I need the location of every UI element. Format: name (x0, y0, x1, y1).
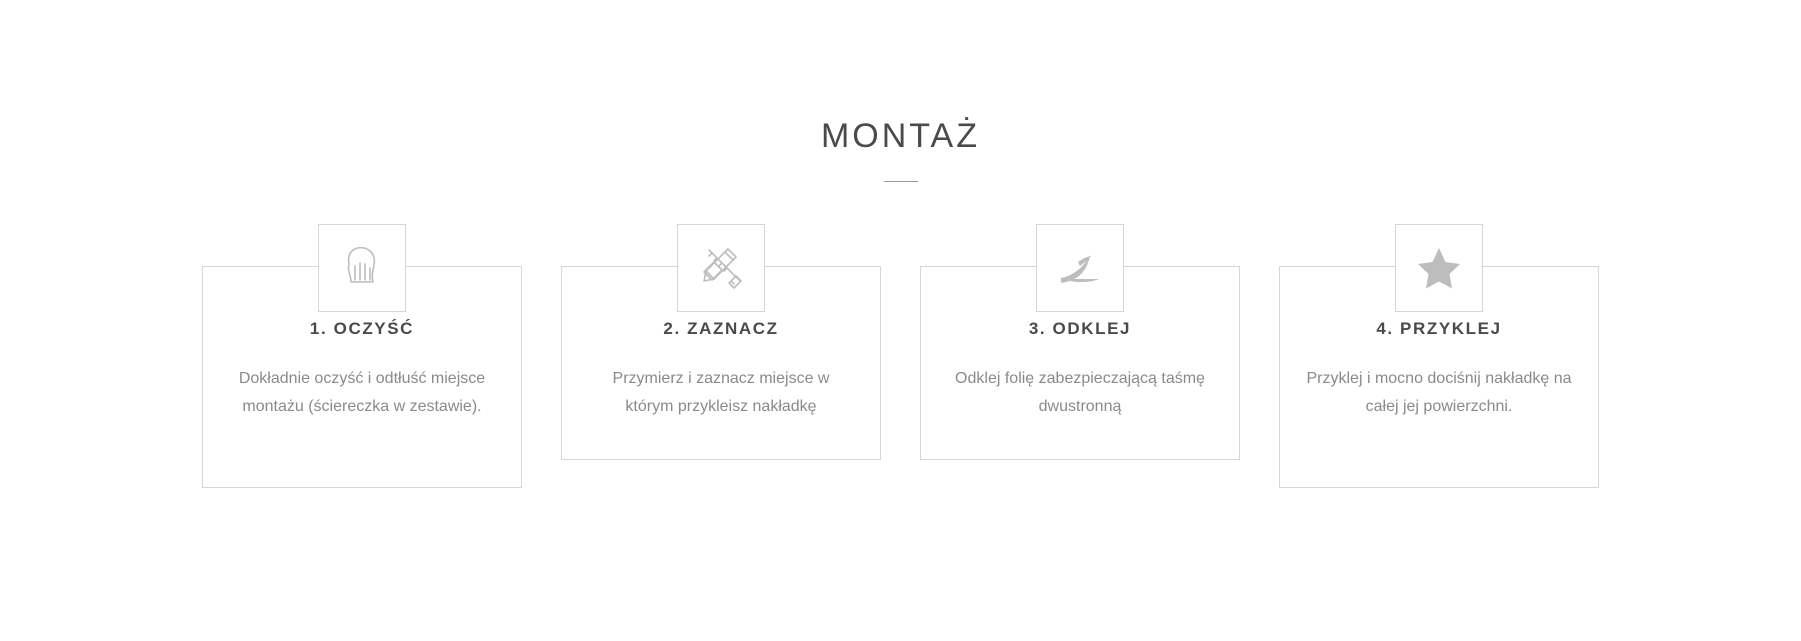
list-item (561, 224, 881, 460)
step-description: Dokładnie oczyść i odtłuść miejsce montażu (ściereczka w zestawie). (238, 370, 486, 416)
list-item (920, 224, 1240, 460)
list-item (1279, 224, 1599, 488)
steps-list (0, 224, 1801, 488)
section-header (0, 0, 1801, 182)
step-title: 1. OCZYŚĆ (309, 319, 415, 339)
step-description: Odklej folię zabezpieczającą taśmę dwustronną (955, 370, 1205, 416)
hand-wipe-icon (318, 224, 406, 312)
page-title: MONTAŻ (820, 117, 980, 155)
pencil-ruler-icon (677, 224, 765, 312)
peel-film-icon (1036, 224, 1124, 312)
title-divider (884, 181, 918, 182)
step-title: 3. ODKLEJ (1028, 319, 1132, 339)
step-description: Przyklej i mocno dociśnij nakładkę na całej jej powierzchni. (1306, 370, 1572, 416)
step-title: 2. ZAZNACZ (663, 319, 779, 339)
step-description: Przymierz i zaznacz miejsce w którym przykleisz nakładkę (612, 370, 830, 416)
list-item (202, 224, 522, 488)
step-title: 4. PRZYKLEJ (1376, 319, 1502, 339)
star-icon (1395, 224, 1483, 312)
